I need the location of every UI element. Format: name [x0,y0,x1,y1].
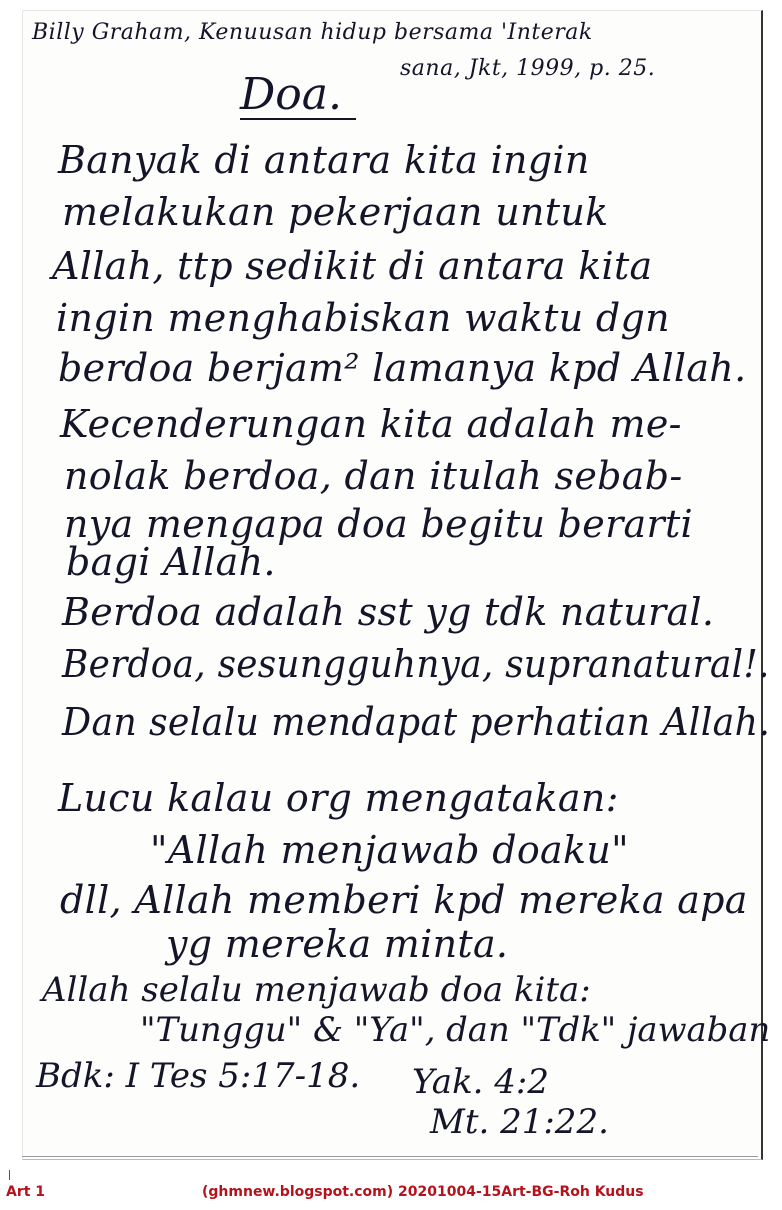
page-tick-mark [9,1170,10,1180]
footer-page-label: Art 1 [6,1184,46,1200]
note-line-11: Berdoa, sesungguhnya, supranatural!. [62,642,770,686]
note-line-13: Lucu kalau org mengatakan: [58,776,619,820]
note-line-16: yg mereka minta. [166,922,509,966]
note-line-5: berdoa berjam² lamanya kpd Allah. [58,346,747,390]
note-line-4: ingin menghabiskan waktu dgn [56,296,670,340]
footer-source-link[interactable]: (ghmnew.blogspot.com) 20201004-15Art-BG-Roh Kudus [202,1184,644,1200]
note-line-2: melakukan pekerjaan untuk [62,190,609,234]
note-line-7: nolak berdoa, dan itulah sebab- [64,454,683,498]
note-line-6: Kecenderungan kita adalah me- [60,402,682,446]
note-line-14: "Allah menjawab doaku" [150,828,629,872]
note-title: Doa. [240,72,356,120]
note-line-21: Mt. 21:22. [430,1102,609,1142]
note-line-8: nya mengapa doa begitu berarti [64,502,693,546]
source-line-1: Billy Graham, Kenuusan hidup bersama 'Interak [32,20,593,45]
note-line-19: Bdk: I Tes 5:17-18. [36,1056,361,1096]
note-line-20: Yak. 4:2 [412,1062,550,1102]
note-line-18: "Tunggu" & "Ya", dan "Tdk" jawaban [140,1010,771,1050]
note-line-3: Allah, ttp sedikit di antara kita [52,244,653,288]
note-line-12: Dan selalu mendapat perhatian Allah. [62,700,771,744]
note-line-1: Banyak di antara kita ingin [58,138,590,182]
note-line-9: bagi Allah. [66,540,276,584]
note-line-17: Allah selalu menjawab doa kita: [42,970,591,1010]
source-line-2: sana, Jkt, 1999, p. 25. [400,56,656,81]
scan-edge-line [22,1156,758,1157]
note-line-15: dll, Allah memberi kpd mereka apa [60,878,748,922]
note-line-10: Berdoa adalah sst yg tdk natural. [62,590,715,634]
